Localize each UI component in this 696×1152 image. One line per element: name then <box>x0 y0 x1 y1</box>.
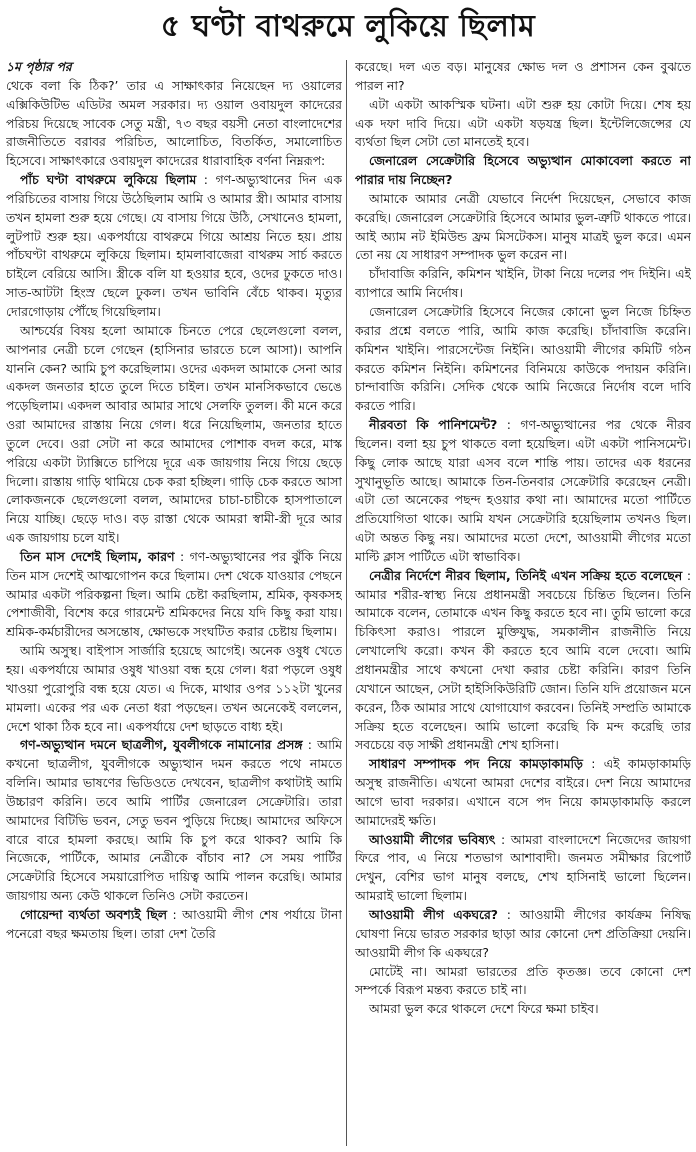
question: জেনারেল সেক্রেটারি হিসেবে অভ্যুত্থান মোকাবেলা করতে না পারার দায় নিচ্ছেন? <box>355 153 691 188</box>
section <box>6 171 342 322</box>
section-text: : গণ-অভ্যুত্থানের দিন এক পরিচিতের বাসায় গিয়ে উঠেছিলাম আমি ও আমার স্ত্রী। আমার বাসায় তখন হামলা শুরু হয়ে গেছে। যে বাসায় গিয়ে উঠি, সেখানেও হামলা, লুটপাট শুরু হয়। একপর্যায়ে বাথরুমে গিয়ে আশ্রয় নিতে হয়। প্রায় পাঁচঘণ্টা বাথরুমে লুকিয়ে ছিলাম। হামলাবাজেরা বাথরুম সার্চ করতে চাইলে বেরিয়ে আসি। স্ত্রীকে বলি যা হওয়ার হবে, ওদের ঢুকতে দাও। সাত-আটটা হিংস্র ছেলে ঢুকল। তখন ভাবিনি বেঁচে থাকব। মৃত্যুর দোরগোড়ায় পৌঁছে গিয়েছিলাম। <box>6 172 342 319</box>
section <box>6 906 342 944</box>
paragraph: এটা একটা আকস্মিক ঘটনা। এটা শুরু হয় কোটা দিয়ে। শেষ হয় এক দফা দাবি দিয়ে। এটা একটা ষড়যন্ত্র ছিল। ইন্টেলিজেন্সের যে ব্যর্থতা ছিল সেটা তো মানতেই হবে। <box>355 96 691 150</box>
section <box>6 548 342 642</box>
paragraph: মোটেই না। আমরা ভারতের প্রতি কৃতজ্ঞ। তবে কোনো দেশ সম্পর্কে বিরূপ মন্তব্য করতে চাই না। <box>355 963 691 998</box>
section-text: : আওয়ামী লীগ শেষ পর্যায়ে টানা পনেরো বছর ক্ষমতায় ছিল। তারা দেশ তৈরি <box>6 906 342 941</box>
headline: ৫ ঘণ্টা বাথরুমে লুকিয়ে ছিলাম <box>160 8 536 44</box>
paragraph: আশ্চর্যের বিষয় হলো আমাকে চিনতে পেরে ছেলেগুলো বলল, আপনার নেত্রী চলে গেছেন (হাসিনার ভারতে চলে আসা)। আপনি যাননি কেন? আমি চুপ করেছিলাম। ওদের একদল আমাকে সেনা আর একদল জনতার হাতে তুলে দিতে চাইল। তখন মানসিকভাবে ভেঙে পড়েছিলাম। একদল আবার আমার সাথে সেলফি তুলল। কী মনে করে ওরা আমাদের রাস্তায় নিয়ে গেল। ধরে নিয়েছিলাম, জনতার হাতে তুলে দেবে। ওরা সেটা না করে আমাদের পোশাক বদল করে, মাস্ক পরিয়ে একটা ট্যাক্সিতে চাপিয়ে দূরে এক জায়গায় নিয়ে গিয়ে ছেড়ে দিলো। রাস্তায় গাড়ি থামিয়ে চেক করা হচ্ছিল। গাড়ি চেক করতে আসা লোকজনকে ছেলেগুলো বলল, আমাদের চাচা-চাচীকে হাসপাতালে নিয়ে যাচ্ছি। ছেড়ে দাও। বড় রাস্তা থেকে আমরা স্বামী-স্ত্রী দূরে আর এক জায়গায় চলে যাই। <box>6 322 342 546</box>
section-text: : গণ-অভ্যুত্থানের পর ঝুঁকি নিয়ে তিন মাস দেশেই আত্মগোপন করে ছিলাম। দেশ থেকে যাওয়ার পেছনে আমার একটা পরিকল্পনা ছিল। আমি চেষ্টা করছিলাম, শ্রমিক, কৃষকসহ পেশাজীবী, বিশেষ করে গারমেন্ট শ্রমিকদের নিয়ে যদি কিছু করা যায়। শ্রমিক-কর্মচারীদের অসন্তোষ, ক্ষোভকে সংঘটিত করার চেষ্টায় ছিলাম। <box>6 548 342 640</box>
section-text: : আমরা বাংলাদেশে নিজেদের জায়গা ফিরে পাব, এ নিয়ে শতভাগ আশাবাদী। জনমত সমীক্ষার রিপোর্ট দেখুন, বেশির ভাগ মানুষ বলছে, শেখ হাসিনাই ভালো ছিলেন। আমরাই ভালো ছিলাম। <box>355 831 691 904</box>
paragraph: চাঁদাবাজি করিনি, কমিশন খাইনি, টাকা নিয়ে দলের পদ দিইনি। এই ব্যাপারে আমি নির্দোষ। <box>355 266 691 301</box>
section-text: : আমি কখনো ছাত্রলীগ, যুবলীগকে অভ্যুত্থান দমন করতে পথে নামতে বলিনি। আমার ভাষণের ভিডিওতে দেখবেন, ছাত্রলীগ কথাটাই আমি উচ্চারণ করিনি। তবে আমি পার্টির জেনারেল সেক্রেটারি। তারা আমাদের বিটিভি ভবন, সেতু ভবন পুড়িয়ে দিচ্ছে। আমাদের অফিসে বারে বারে হামলা করছে। আমি কি চুপ করে থাকব? আমি কি নিজেকে, পার্টিকে, আমার নেত্রীকে বাঁচাব না? সে সময় পার্টির সেক্রেটারি হিসেবে সময়ারোপিত দায়িত্ব আমি পালন করেছি। আমার জায়গায় অন্য কেউ থাকলে তিনিও সেটা করতেন। <box>6 737 342 904</box>
paragraph: জেনারেল সেক্রেটারি হিসেবে নিজের কোনো ভুল নিজে চিহ্নিত করার প্রশ্নে বলতে পারি, আমি কাজ করেছি। চাঁদাবাজি করেনি। কমিশন খাইনি। পারসেন্টেজ নিইনি। আওয়ামী লীগের কমিটি গঠন করতে কমিশন নিইনি। কমিশনের বিনিময়ে কাউকে পদায়ন করিনি। চান্দাবাজি করিনি। সেদিক থেকে আমি নিজেরে নির্দোষ বলে দাবি করতে পারি। <box>355 303 691 414</box>
subheading: নেত্রীর নির্দেশে নীরব ছিলাম, তিনিই এখন সক্রিয় হতে বলেছেন <box>369 567 683 583</box>
jump-line <box>6 58 342 77</box>
subheading: আওয়ামী লীগের ভবিষ্যৎ <box>369 831 496 847</box>
section <box>355 416 691 567</box>
right-column <box>355 58 691 1146</box>
subheading: পাঁচ ঘণ্টা বাথরুমে লুকিয়ে ছিলাম <box>20 172 197 188</box>
subheading: গণ-অভ্যুত্থান দমনে ছাত্রলীগ, যুবলীগকে নামানোর প্রসঙ্গ <box>20 737 303 753</box>
subheading: সাধারণ সম্পাদক পদ নিয়ে কামড়াকামড়ি <box>369 756 583 772</box>
paragraph: থেকে বলা কি ঠিক?’ তার এ সাক্ষাৎকার নিয়েছেন দ্য ওয়ালের এক্সিকিউটিভ এডিটর অমল সরকার। দ্য ওয়াল ওবায়দুল কাদেরের পরিচয় দিয়েছে সাবেক সেতু মন্ত্রী, ৭৩ বছর বয়সী নেতা বাংলাদেশের রাজনীতিতে বরাবর পরিচিত, আলোচিত, বিতর্কিত, সমালোচিত হিসেবে। সাক্ষাৎকারে ওবায়দুল কাদেরের ধারাবাহিক বর্ণনা নিম্নরূপ: <box>6 77 342 169</box>
paragraph: করেছে। দল এত বড়। মানুষের ক্ষোভ দল ও প্রশাসন কেন বুঝতে পারল না? <box>355 59 691 93</box>
section <box>355 831 691 906</box>
section <box>355 906 691 963</box>
left-column <box>6 58 342 1146</box>
continuation-label: ১ম পৃষ্ঠার পর <box>6 59 72 74</box>
subheading: আওয়ামী লীগ একঘরে? <box>369 906 498 922</box>
subheading: নীরবতা কি পানিশমেন্ট? <box>369 417 498 433</box>
section <box>355 567 691 755</box>
paragraph: আমরা ভুল করে থাকলে দেশে ফিরে ক্ষমা চাইব। <box>369 1001 599 1017</box>
paragraph: আমাকে আমার নেত্রী যেভাবে নির্দেশ দিয়েছেন, সেভাবে কাজ করেছি। জেনারেল সেক্রেটারি হিসেবে আমার ভুল-ত্রুটি থাকতে পারে। আই অ্যাম নট ইমিউন্ড ফ্রম মিসটেকস। মানুষ মাত্রই ভুল করে। এমন তো নয় যে সাধারণ সম্পাদক ভুল করেন না। <box>355 190 691 263</box>
section-text: : গণ-অভ্যুত্থানের পর থেকে নীরব ছিলেন। বলা হয় চুপ থাকতে বলা হয়েছিল। এটা একটা পানিসমেন্ট। কিছু লোক আছে যারা এসব বলে শান্তি পায়। তাদের এক ধরনের সুখানুভূতি আছে। আমাকে তিন-তিনবার সেক্রেটারি করেছেন নেত্রী। এটা তো অনেকের পছন্দ হওয়ার কথা না। আমাদের মতো পার্টিতে প্রতিযোগিতা থাকে। আমি যখন সেক্রেটারি হয়েছিলাম তখনও ছিল। এটা অন্তত কিছু নয়। আমাদের মতো দেশে, আওয়ামী লীগের মতো মাল্টি ক্লাস পার্টিতে এটা স্বাভাবিক। <box>355 417 691 564</box>
section-text: : আমার শরীর-স্বাস্থ্য নিয়ে প্রধানমন্ত্রী সবচেয়ে চিন্তিত ছিলেন। তিনি আমাকে বলেন, তোমাকে এখন কিছু করতে হবে না। তুমি ভালো করে চিকিৎসা করাও। পারলে মুক্তিযুদ্ধ, সমকালীন রাজনীতি নিয়ে লেখালেখি করো। কখন কী করতে হবে আমি বলে দেবো। আমি প্রধানমন্ত্রীর সাথে কখনো দেখা করার চেষ্টা করিনি। কারণ তিনি যেখানে আছেন, সেটা হাইসিকিউরিটি জোন। তিনি যদি প্রয়োজন মনে করেন, ঠিক আমার সাথে যোগাযোগ করবেন। তিনিই সম্প্রতি আমাকে সক্রিয় হতে বলেছেন। আমি ভালো করেছি কি মন্দ করেছি তার সবচেয়ে বড় সাক্ষী প্রধানমন্ত্রী শেখ হাসিনা। <box>355 567 691 753</box>
subheading: তিন মাস দেশেই ছিলাম, কারণ <box>20 548 175 564</box>
paragraph: আমি অসুস্থ। বাইপাস সার্জারি হয়েছে আগেই। অনেক ওষুধ খেতে হয়। একপর্যায়ে আমার ওষুধ খাওয়া বন্ধ হয়ে গেল। ধরা পড়লে ওষুধ খাওয়া পুরোপুরি বন্ধ হয়ে যেত। এ দিকে, মাথার ওপর ১১২টা খুনের মামলা। একের পর এক নেতা ধরা পড়ছেন। তখন অনেকেই বললেন, দেশে থাকা ঠিক হবে না। একপর্যায়ে দেশ ছাড়তে বাধ্য হই। <box>6 643 342 734</box>
section <box>6 736 342 906</box>
subheading: গোয়েন্দা ব্যর্থতা অবশ্যই ছিল <box>20 906 167 922</box>
section-text: : আওয়ামী লীগের কার্যক্রম নিষিদ্ধ ঘোষণা নিয়ে ভারত সরকার ছাড়া আর কোনো দেশ প্রতিক্রিয়া দেয়নি। আওয়ামী লীগ কি একঘরে? <box>355 906 691 960</box>
section <box>355 755 691 830</box>
section-text: : এই কামড়াকামড়ি অসুস্থ রাজনীতি। এখনো আমরা দেশের বাইরে। দেশ নিয়ে আমাদের আগে ভাবা দরকার। এখানে বসে পদ নিয়ে কামড়াকামড়ি করলে আমাদেরই ক্ষতি। <box>355 756 691 828</box>
column-divider <box>346 60 347 1146</box>
